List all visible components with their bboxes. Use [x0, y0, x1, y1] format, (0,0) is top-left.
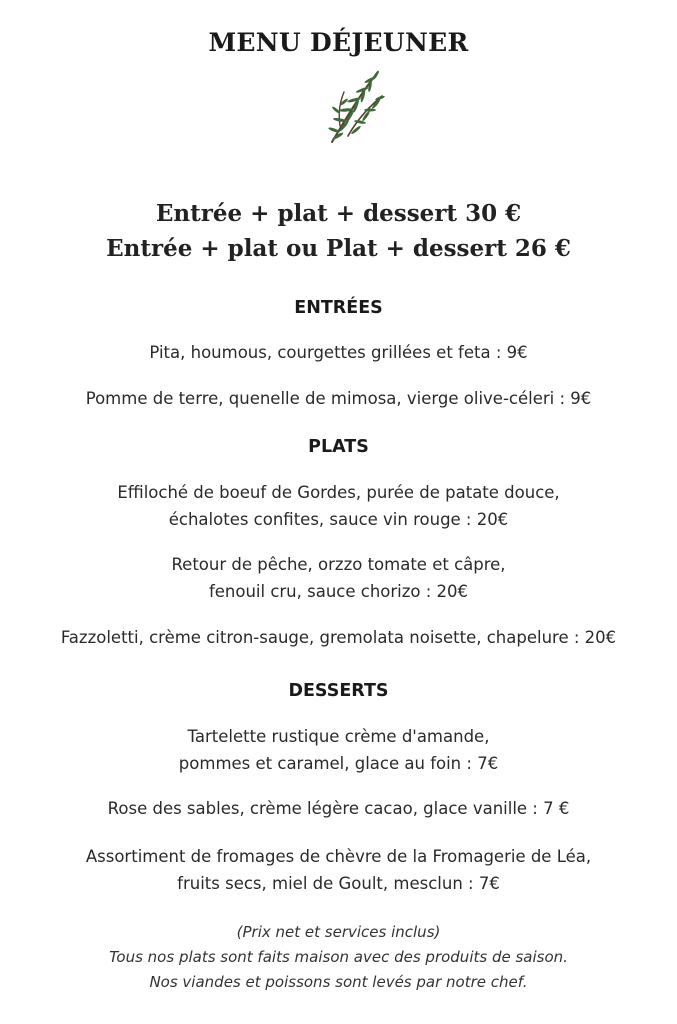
- menu-item-line: Assortiment de fromages de chèvre de la Fromagerie de Léa,: [85, 847, 592, 866]
- formula-three-courses: Entrée + plat + dessert 30 €: [155, 200, 522, 227]
- section-title-plats: PLATS: [308, 437, 369, 457]
- footer-note-line: Tous nos plats sont faits maison avec des produits de saison.: [109, 948, 568, 966]
- section-title-entrees: ENTRÉES: [294, 298, 383, 318]
- menu-item: [0, 795, 677, 822]
- menu-title: MENU DÉJEUNER: [208, 28, 469, 57]
- menu-item: [0, 723, 677, 777]
- footer-notes: [0, 920, 677, 995]
- menu-item: [0, 843, 677, 897]
- menu-item-line: pommes et caramel, glace au foin : 7€: [178, 754, 499, 773]
- menu-item: [0, 479, 677, 533]
- menu-item: [0, 385, 677, 412]
- menu-item-line: fruits secs, miel de Goult, mesclun : 7€: [177, 874, 500, 893]
- menu-item-line: Effiloché de boeuf de Gordes, purée de patate douce,: [117, 483, 560, 502]
- menu-item-line: Pita, houmous, courgettes grillées et feta : 9€: [149, 343, 528, 362]
- menu-item-line: fenouil cru, sauce chorizo : 20€: [208, 582, 469, 601]
- menu-item-line: Rose des sables, crème légère cacao, glace vanille : 7 €: [107, 799, 570, 818]
- section-title-desserts: DESSERTS: [288, 681, 389, 701]
- footer-note-line: Nos viandes et poissons sont levés par notre chef.: [149, 973, 528, 991]
- menu-item: [0, 624, 677, 651]
- menu-item-line: Tartelette rustique crème d'amande,: [187, 727, 490, 746]
- menu-item-line: Retour de pêche, orzzo tomate et câpre,: [171, 555, 506, 574]
- rosemary-sprig-icon: [318, 66, 388, 148]
- footer-note-line: (Prix net et services inclus): [236, 923, 441, 941]
- menu-item-line: échalotes confites, sauce vin rouge : 20€: [168, 510, 509, 529]
- menu-item: [0, 339, 677, 366]
- menu-item: [0, 551, 677, 605]
- formula-two-courses: Entrée + plat ou Plat + dessert 26 €: [106, 235, 571, 262]
- menu-item-line: Pomme de terre, quenelle de mimosa, vierge olive-céleri : 9€: [85, 389, 592, 408]
- menu-item-line: Fazzoletti, crème citron-sauge, gremolata noisette, chapelure : 20€: [60, 628, 617, 647]
